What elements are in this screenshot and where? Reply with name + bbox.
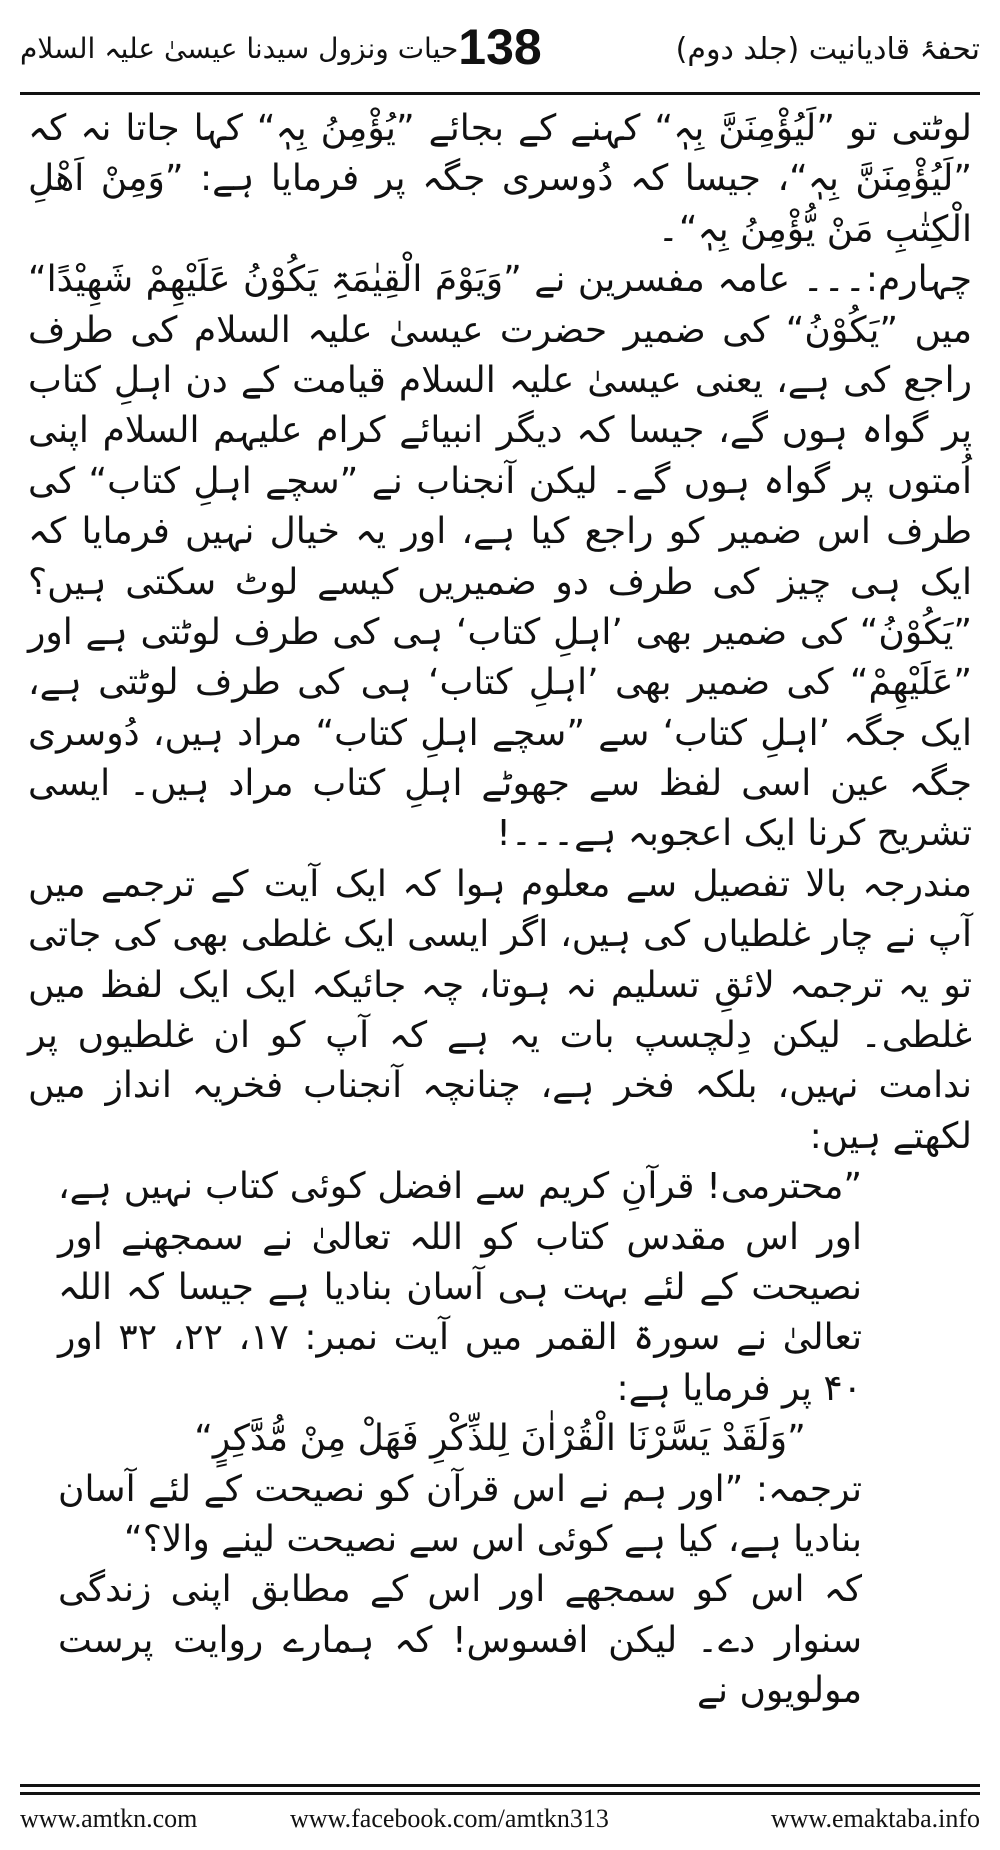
footer-link-amtkn: www.amtkn.com — [20, 1804, 198, 1833]
paragraph-1: لوٹتی تو ”لَیُؤْمِنَنَّ بِہٖ“ کہنے کے بجائے ”یُؤْمِنُ بِہٖ“ کہا جاتا نہ کہ ”لَیُؤْمِنَنَّ بِہٖ“، جیسا کہ دُوسری جگہ پر فرمایا ہے: ”وَمِنْ اَھْلِ الْکِتٰبِ مَنْ یُّؤْمِنُ بِہٖ“۔ — [28, 108, 972, 250]
quoted-passage-1: ”محترمی! قرآنِ کریم سے افضل کوئی کتاب نہیں ہے، اور اس مقدس کتاب کو اللہ تعالیٰ نے سمجھنے اور نصیحت کے لئے بہت ہی آسان بنادیا ہے جیسا کہ اللہ تعالیٰ نے سورۃ القمر میں آیت نمبر: ۱۷، ۲۲، ۳۲ اور ۴۰ پر فرمایا ہے: — [58, 1166, 862, 1409]
footer-divider-bottom — [20, 1792, 980, 1795]
verse-translation: ترجمہ: ”اور ہم نے اس قرآن کو نصیحت کے لئے آسان بنادیا ہے، کیا ہے کوئی اس سے نصیحت لینے والا؟“ — [58, 1468, 862, 1560]
page-number: 138 — [458, 19, 542, 75]
book-title: تحفۂ قادیانیت (جلد دوم) — [675, 32, 980, 67]
paragraph-3: مندرجہ بالا تفصیل سے معلوم ہوا کہ ایک آیت کے ترجمے میں آپ نے چار غلطیاں کی ہیں، اگر ایسی ایک غلطی بھی کی جاتی تو یہ ترجمہ لائقِ تسلیم نہ ہوتا، چہ جائیکہ ایک ایک لفظ میں غلطی۔ لیکن دِلچسپ بات یہ ہے کہ آپ کو ان غلطیوں پر ندامت نہیں، بلکہ فخر ہے، چنانچہ آنجناب فخریہ انداز میں لکھتے ہیں: — [28, 863, 972, 1157]
footer-link-facebook: www.facebook.com/amtkn313 — [290, 1804, 609, 1833]
quran-verse: ”وَلَقَدْ یَسَّرْنَا الْقُرْاٰنَ لِلذِّکْرِ فَھَلْ مِنْ مُّدَّکِرٍ“ — [194, 1418, 806, 1460]
footer-link-emaktaba: www.emaktaba.info — [770, 1804, 980, 1833]
footer-divider-top — [20, 1784, 980, 1787]
quoted-passage-2: کہ اس کو سمجھے اور اس کے مطابق اپنی زندگی سنوار دے۔ لیکن افسوس! کہ ہمارے روایت پرست مولویوں نے — [58, 1569, 862, 1712]
page-footer — [20, 1804, 980, 1840]
header-divider — [20, 92, 980, 95]
page-header — [20, 18, 980, 88]
paragraph-2: چہارم:۔۔۔ عامہ مفسرین نے ”وَیَوْمَ الْقِیٰمَۃِ یَکُوْنُ عَلَیْھِمْ شَھِیْدًا“ میں ”یَکُوْنُ“ کی ضمیر حضرت عیسیٰ علیہ السلام کی طرف راجع کی ہے، یعنی عیسیٰ علیہ السلام قیامت کے دن اہلِ کتاب پر گواہ ہوں گے، جیسا کہ دیگر انبیائے کرام علیہم السلام اپنی اُمتوں پر گواہ ہوں گے۔ لیکن آنجناب نے ”سچے اہلِ کتاب“ کی طرف اس ضمیر کو راجع کیا ہے، اور یہ خیال نہیں فرمایا کہ ایک ہی چیز کی طرف دو ضمیریں کیسے لوٹ سکتی ہیں؟ ”یَکُوْنُ“ کی ضمیر بھی ’اہلِ کتاب‘ ہی کی طرف لوٹتی ہے اور ”عَلَیْھِمْ“ کی ضمیر بھی ’اہلِ کتاب‘ ہی کی طرف لوٹتی ہے، ایک جگہ ’اہلِ کتاب‘ سے ”سچے اہلِ کتاب“ مراد ہیں، دُوسری جگہ عین اسی لفظ سے جھوٹے اہلِ کتاب مراد ہیں۔ ایسی تشریح کرنا ایک اعجوبہ ہے۔۔۔! — [28, 259, 973, 855]
page-body — [28, 104, 972, 1717]
chapter-title: حیات ونزول سیدنا عیسیٰ علیہ السلام — [20, 32, 459, 65]
